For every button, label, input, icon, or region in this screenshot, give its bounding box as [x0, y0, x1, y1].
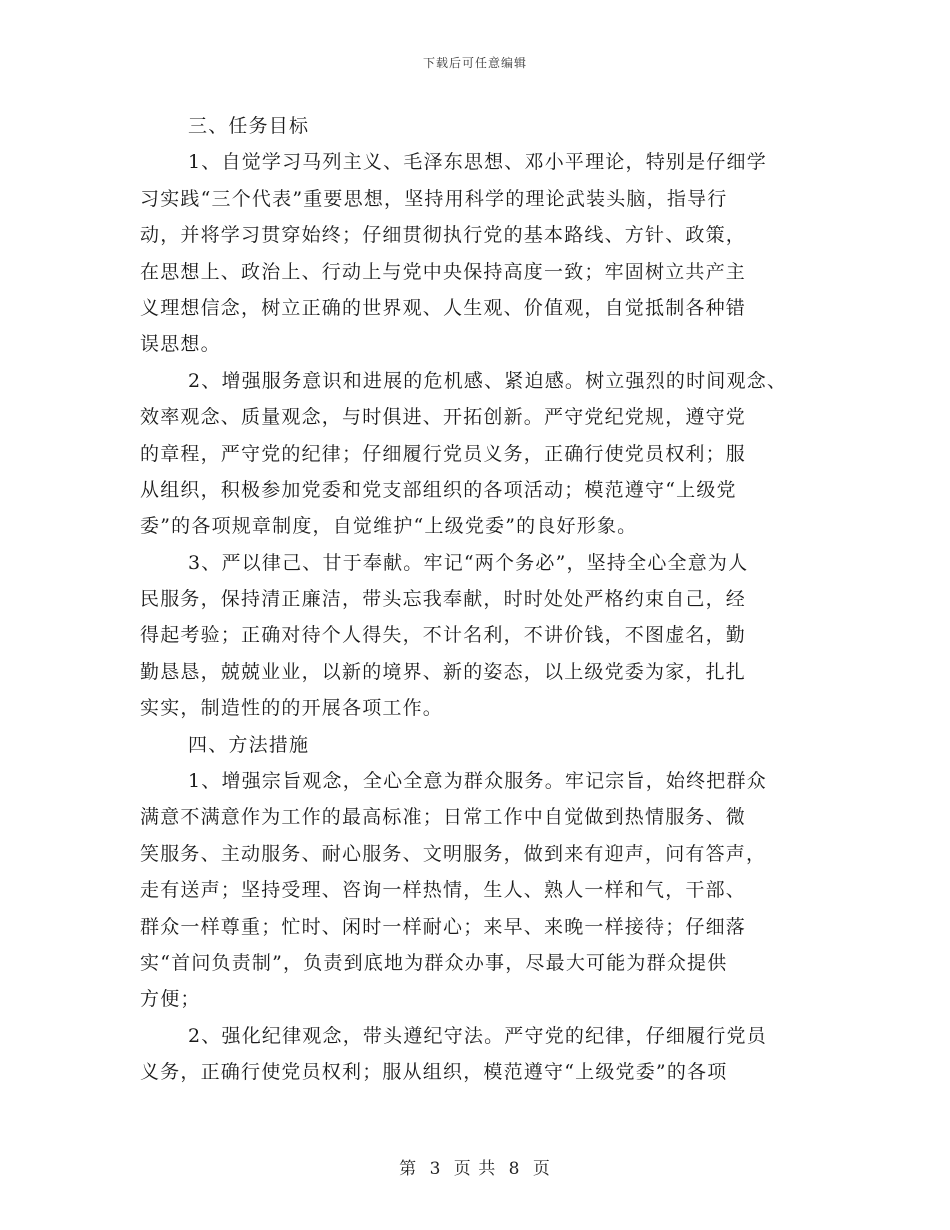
paragraph-goal-1 [140, 144, 812, 362]
text-line: 满意不满意作为工作的最高标准；日常工作中自觉做到热情服务、微 [140, 806, 747, 829]
text-line: 方便； [140, 988, 201, 1011]
text-line: 民服务，保持清正廉洁，带头忘我奉献，时时处处严格约束自己，经 [140, 588, 747, 611]
total-pages-number: 8 [508, 1159, 521, 1179]
text-line: 实实，制造性的的开展各项工作。 [140, 697, 444, 720]
text-line: 在思想上、政治上、行动上与党中央保持高度一致；牢固树立共产主 [140, 260, 747, 283]
text-line: 动，并将学习贯穿始终；仔细贯彻执行党的基本路线、方针、政策， [140, 224, 747, 247]
text-line: 四、方法措施 [188, 733, 310, 756]
text-line: 义理想信念，树立正确的世界观、人生观、价值观，自觉抵制各种错 [140, 296, 747, 319]
text-line: 2、增强服务意识和进展的危机感、紧迫感。树立强烈的时间观念、 [188, 369, 788, 392]
text-line: 三、任务目标 [188, 115, 310, 137]
text-line: 效率观念、质量观念，与时俱进、开拓创新。严守党纪党规，遵守党 [140, 406, 747, 429]
footer-middle: 页 共 [453, 1159, 497, 1179]
footer-prefix: 第 [399, 1159, 418, 1179]
text-line: 1、自觉学习马列主义、毛泽东思想、邓小平理论，特别是仔细学 [188, 151, 767, 174]
text-line: 实“首问负责制”，负责到底地为群众办事，尽最大可能为群众提供 [140, 951, 728, 974]
text-line: 3、严以律己、甘于奉献。牢记“两个务必”，坚持全心全意为人 [188, 551, 749, 574]
text-line: 委”的各项规章制度，自觉维护“上级党委”的良好形象。 [140, 515, 638, 538]
text-line: 习实践“三个代表”重要思想，坚持用科学的理论武装头脑，指导行 [140, 187, 728, 210]
text-line: 笑服务、主动服务、耐心服务、文明服务，做到来有迎声，问有答声， [140, 842, 767, 865]
text-line: 群众一样尊重；忙时、闲时一样耐心；来早、来晚一样接待；仔细落 [140, 915, 747, 938]
text-line: 误思想。 [140, 333, 221, 356]
footer-suffix: 页 [532, 1159, 551, 1179]
paragraph-goal-2 [140, 363, 812, 545]
text-line: 走有送声；坚持受理、咨询一样热情，生人、熟人一样和气，干部、 [140, 879, 747, 902]
text-line: 2、强化纪律观念，带头遵纪守法。严守党的纪律，仔细履行党员 [188, 1024, 767, 1047]
current-page-number: 3 [429, 1159, 442, 1179]
text-line: 从组织，积极参加党委和党支部组织的各项活动；模范遵守“上级党 [140, 478, 737, 501]
text-line: 义务，正确行使党员权利；服从组织，模范遵守“上级党委”的各项 [140, 1061, 728, 1084]
paragraph-method-1 [140, 763, 812, 1018]
heading-methods [140, 727, 812, 763]
paragraph-method-2 [140, 1018, 812, 1091]
paragraph-goal-3 [140, 545, 812, 727]
text-line: 的章程，严守党的纪律；仔细履行党员义务，正确行使党员权利；服 [140, 442, 747, 465]
text-line: 勤恳恳，兢兢业业，以新的境界、新的姿态，以上级党委为家，扎扎 [140, 660, 747, 683]
heading-task-goals [140, 108, 812, 144]
text-line: 1、增强宗旨观念，全心全意为群众服务。牢记宗旨，始终把群众 [188, 770, 767, 793]
header-note: 下载后可任意编辑 [422, 56, 527, 70]
text-line: 得起考验；正确对待个人得失，不计名利，不讲价钱，不图虚名，勤 [140, 624, 747, 647]
page-number-footer [0, 1154, 950, 1179]
document-body [140, 108, 812, 1091]
